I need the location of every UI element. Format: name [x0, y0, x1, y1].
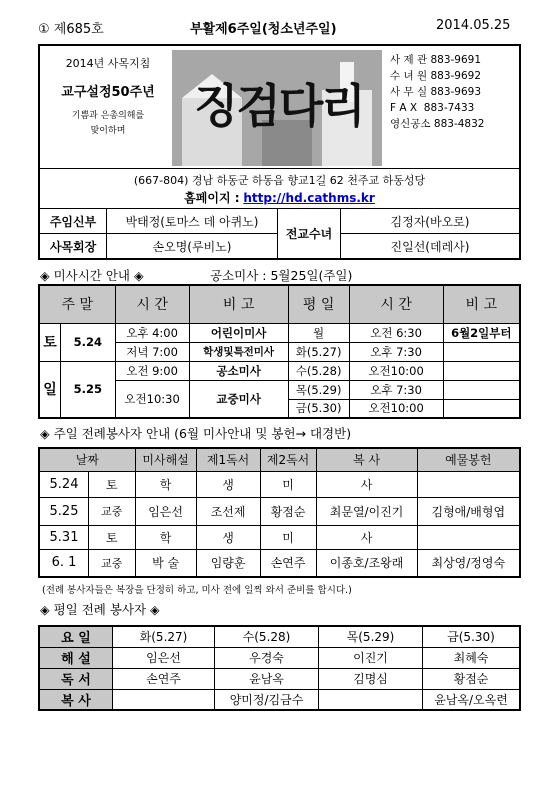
- sun-note-1: 공소미사: [189, 361, 288, 380]
- homepage-label: 홈페이지 :: [184, 191, 240, 205]
- ss-row4-type: 교중: [89, 549, 136, 577]
- bulletin-date: 2014.05.25: [436, 18, 511, 33]
- pastoral-motto: [46, 52, 170, 166]
- col-time: 시 간: [115, 285, 189, 323]
- ws-commentary-wed: 우경숙: [215, 647, 319, 668]
- ws-altar-wed: 양미정/김금수: [215, 689, 319, 710]
- weekday-5: 금(5.30): [288, 399, 349, 418]
- ss-col-offertory: 예물봉헌: [417, 448, 520, 471]
- ws-altar-thu: [319, 689, 423, 710]
- sunday-servers-heading: ◈ 주일 전례봉사자 안내 (6월 미사안내 및 봉헌→ 대경반): [40, 426, 352, 441]
- ss-row3-c1: 학: [135, 525, 196, 549]
- bulletin-title: 부활제6주일(청소년주일): [190, 22, 337, 37]
- ss-row3-c2: 생: [196, 525, 260, 549]
- col-weekend: 주 말: [39, 285, 115, 323]
- ss-row4-c4: 이종호/조왕래: [316, 549, 417, 577]
- ss-col-date: 날짜: [39, 448, 135, 471]
- ss-row2-date: 5.25: [39, 497, 89, 525]
- ss-row2-c1: 임은선: [135, 497, 196, 525]
- ws-day-thu: 목(5.29): [319, 626, 423, 647]
- sunday-servers-table: [38, 447, 521, 578]
- contact-convent: 수 녀 원 883-9692: [390, 70, 482, 82]
- ss-row2-type: 교중: [89, 497, 136, 525]
- weekday-servers-table: [38, 625, 521, 711]
- weekday-note-1: 6월2일부터: [443, 323, 520, 342]
- ws-label-day: 요 일: [39, 626, 113, 647]
- sun-date: 5.25: [61, 361, 116, 418]
- ss-row1-c5: [417, 471, 520, 497]
- col-note: 비 고: [189, 285, 288, 323]
- motto-line4: 맞이하며: [90, 126, 126, 136]
- ss-col-commentary: 미사해설: [135, 448, 196, 471]
- nun-name-1: 김정자(바오로): [341, 209, 520, 234]
- ss-col-reading2: 제2독서: [260, 448, 316, 471]
- ss-row3-date: 5.31: [39, 525, 89, 549]
- mission-mass-note: 공소미사 : 5월25일(주일): [210, 268, 353, 283]
- nun-name-2: 진일선(데레사): [341, 234, 520, 259]
- weekday-1: 월: [288, 323, 349, 342]
- pastor-label: 주임신부: [40, 209, 107, 234]
- address: (667-804) 경남 하동군 하동읍 향교1길 62 천주교 하동성당: [133, 174, 426, 187]
- ss-row4-c5: 최상영/정영숙: [417, 549, 520, 577]
- weekday-3: 수(5.28): [288, 361, 349, 380]
- sun-time-2: 오전10:30: [115, 380, 189, 418]
- ss-row1-c1: 학: [135, 471, 196, 497]
- staff-table: [40, 208, 519, 259]
- motto-line2: 교구설정50주년: [61, 85, 155, 100]
- ws-day-wed: 수(5.28): [215, 626, 319, 647]
- ss-row2-c5: 김형애/배형엽: [417, 497, 520, 525]
- ss-row4-date: 6. 1: [39, 549, 89, 577]
- ws-label-commentary: 해 설: [39, 647, 113, 668]
- ws-reading-thu: 김명심: [319, 668, 423, 689]
- logo-title: 징검다리: [194, 79, 364, 133]
- weekday-2: 화(5.27): [288, 342, 349, 361]
- col-weekday: 평 일: [288, 285, 349, 323]
- pastor-name: 박태정(토마스 데 아퀴노): [107, 209, 278, 234]
- ws-label-reading: 독 서: [39, 668, 113, 689]
- weekday-note-4: [443, 380, 520, 399]
- contact-rectory: 사 제 관 883-9691: [390, 54, 482, 66]
- ws-altar-fri: 윤남옥/오옥련: [423, 689, 521, 710]
- sat-time-1: 오후 4:00: [115, 323, 189, 342]
- sun-label: 일: [39, 361, 61, 418]
- weekday-time-3: 오전10:00: [349, 361, 443, 380]
- ws-day-tue: 화(5.27): [113, 626, 215, 647]
- ss-row1-type: 토: [89, 471, 136, 497]
- contact-mission: 영신공소 883-4832: [390, 118, 485, 130]
- mass-schedule-table: [38, 284, 521, 419]
- weekday-time-5: 오전10:00: [349, 399, 443, 418]
- ws-commentary-tue: 임은선: [113, 647, 215, 668]
- issue-number: ① 제685호: [38, 22, 104, 37]
- ss-col-altar: 복 사: [316, 448, 417, 471]
- sun-note-2: 교중미사: [189, 380, 288, 418]
- servers-footnote: (전례 봉사자들은 복장을 단정히 하고, 미사 전에 일찍 와서 준비를 합시다.): [42, 585, 352, 596]
- ws-reading-fri: 황점순: [423, 668, 521, 689]
- weekday-time-2: 오후 7:30: [349, 342, 443, 361]
- ss-row3-c3: 미: [260, 525, 316, 549]
- ss-row3-c4: 사: [316, 525, 417, 549]
- ss-row1-date: 5.24: [39, 471, 89, 497]
- ss-row2-c2: 조선제: [196, 497, 260, 525]
- ss-col-reading1: 제1독서: [196, 448, 260, 471]
- ss-row3-c5: [417, 525, 520, 549]
- weekday-servers-heading: ◈ 평일 전례 봉사자 ◈: [40, 602, 160, 617]
- masthead: [38, 44, 521, 260]
- ss-row1-c4: 사: [316, 471, 417, 497]
- col-note-2: 비 고: [443, 285, 520, 323]
- ss-row4-c3: 손연주: [260, 549, 316, 577]
- council-label: 사목회장: [40, 234, 107, 259]
- sat-time-2: 저녁 7:00: [115, 342, 189, 361]
- ss-row4-c2: 임량훈: [196, 549, 260, 577]
- weekday-time-4: 오후 7:30: [349, 380, 443, 399]
- ws-label-altar: 복 사: [39, 689, 113, 710]
- ws-commentary-thu: 이진기: [319, 647, 423, 668]
- weekday-note-2: [443, 342, 520, 361]
- sun-time-1: 오전 9:00: [115, 361, 189, 380]
- ws-reading-wed: 윤남옥: [215, 668, 319, 689]
- ss-row4-c1: 박 술: [135, 549, 196, 577]
- homepage-link[interactable]: http://hd.cathms.kr: [243, 191, 375, 205]
- contact-list: [390, 52, 484, 132]
- contact-fax: F A X 883-7433: [390, 102, 475, 114]
- ss-row2-c3: 황점순: [260, 497, 316, 525]
- sat-note-1: 어린이미사: [189, 323, 288, 342]
- ss-row3-type: 토: [89, 525, 136, 549]
- council-name: 손오명(루비노): [107, 234, 278, 259]
- nun-label: 전교수녀: [278, 209, 341, 259]
- ws-commentary-fri: 최혜숙: [423, 647, 521, 668]
- motto-line3: 기쁨과 은총의해를: [71, 111, 145, 121]
- logo-image: [172, 50, 382, 166]
- homepage: [40, 189, 519, 206]
- weekday-note-3: [443, 361, 520, 380]
- contact-office: 사 무 실 883-9693: [390, 86, 482, 98]
- sat-note-2: 학생및특전미사: [189, 342, 288, 361]
- motto-line1: 2014년 사목지침: [65, 57, 151, 70]
- sat-date: 5.24: [61, 323, 116, 361]
- ws-altar-tue: [113, 689, 215, 710]
- ss-row1-c2: 생: [196, 471, 260, 497]
- mass-heading: ◈ 미사시간 안내 ◈: [40, 268, 144, 283]
- weekday-time-1: 오전 6:30: [349, 323, 443, 342]
- ss-row2-c4: 최문열/이진기: [316, 497, 417, 525]
- ss-row1-c3: 미: [260, 471, 316, 497]
- ws-day-fri: 금(5.30): [423, 626, 521, 647]
- col-time-2: 시 간: [349, 285, 443, 323]
- weekday-note-5: [443, 399, 520, 418]
- ws-reading-tue: 손연주: [113, 668, 215, 689]
- weekday-4: 목(5.29): [288, 380, 349, 399]
- sat-label: 토: [39, 323, 61, 361]
